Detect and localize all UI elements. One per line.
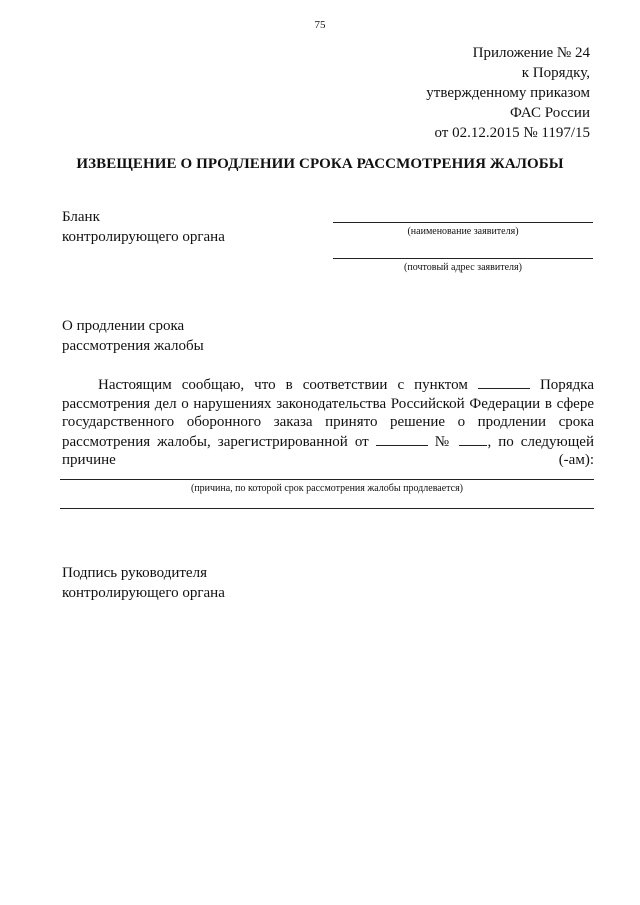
applicant-name-line: [333, 222, 593, 223]
registration-number-blank: [459, 432, 487, 446]
applicant-name-caption: (наименование заявителя): [407, 226, 519, 237]
body-text: Порядка: [539, 377, 595, 393]
body-line: [62, 451, 594, 470]
body-line: [62, 375, 594, 395]
letterhead-line: контролирующего органа: [62, 229, 225, 245]
appendix-line: от 02.12.2015 № 1197/15: [434, 125, 590, 141]
applicant-address-caption: (почтовый адрес заявителя): [404, 262, 522, 273]
body-text: (-ам):: [558, 452, 594, 468]
subject-line: рассмотрения жалобы: [62, 338, 204, 354]
document-title: ИЗВЕЩЕНИЕ О ПРОДЛЕНИИ СРОКА РАССМОТРЕНИЯ ЖАЛОБЫ: [76, 156, 564, 172]
body-text: рассмотрения жалобы, зарегистрированной от: [62, 433, 369, 450]
body-text: , по следующей: [487, 433, 594, 450]
body-text: №: [434, 433, 453, 450]
appendix-line: Приложение № 24: [472, 45, 590, 61]
subject-block: [62, 316, 204, 356]
body-line: государственного оборонного заказа принято решение о продлении срока: [62, 414, 594, 430]
appendix-line: к Порядку,: [521, 65, 590, 81]
body-text: причине: [62, 452, 116, 468]
appendix-line: ФАС России: [510, 105, 590, 121]
appendix-reference: [426, 43, 590, 143]
body-line: рассмотрения дел о нарушениях законодательства Российской Федерации в сфере: [62, 395, 594, 412]
letterhead-line: Бланк: [62, 209, 100, 225]
signature-line: контролирующего органа: [62, 585, 225, 601]
body-text: Настоящим сообщаю, что в соответствии с пунктом: [98, 377, 468, 393]
reason-caption: (причина, по которой срок рассмотрения жалобы продлевается): [190, 483, 464, 494]
reason-line-2: [60, 508, 594, 509]
notice-body: [62, 375, 594, 470]
reason-line: [60, 479, 594, 480]
signature-line: Подпись руководителя: [62, 565, 207, 581]
subject-line: О продлении срока: [62, 318, 185, 334]
applicant-address-line: [333, 258, 593, 259]
page-number: 75: [314, 19, 326, 31]
registration-date-blank: [376, 432, 428, 446]
signature-block: [62, 563, 225, 603]
appendix-line: утвержденному приказом: [426, 85, 590, 101]
letterhead-label: [62, 207, 225, 247]
clause-number-blank: [478, 375, 530, 389]
body-line: [62, 432, 594, 452]
